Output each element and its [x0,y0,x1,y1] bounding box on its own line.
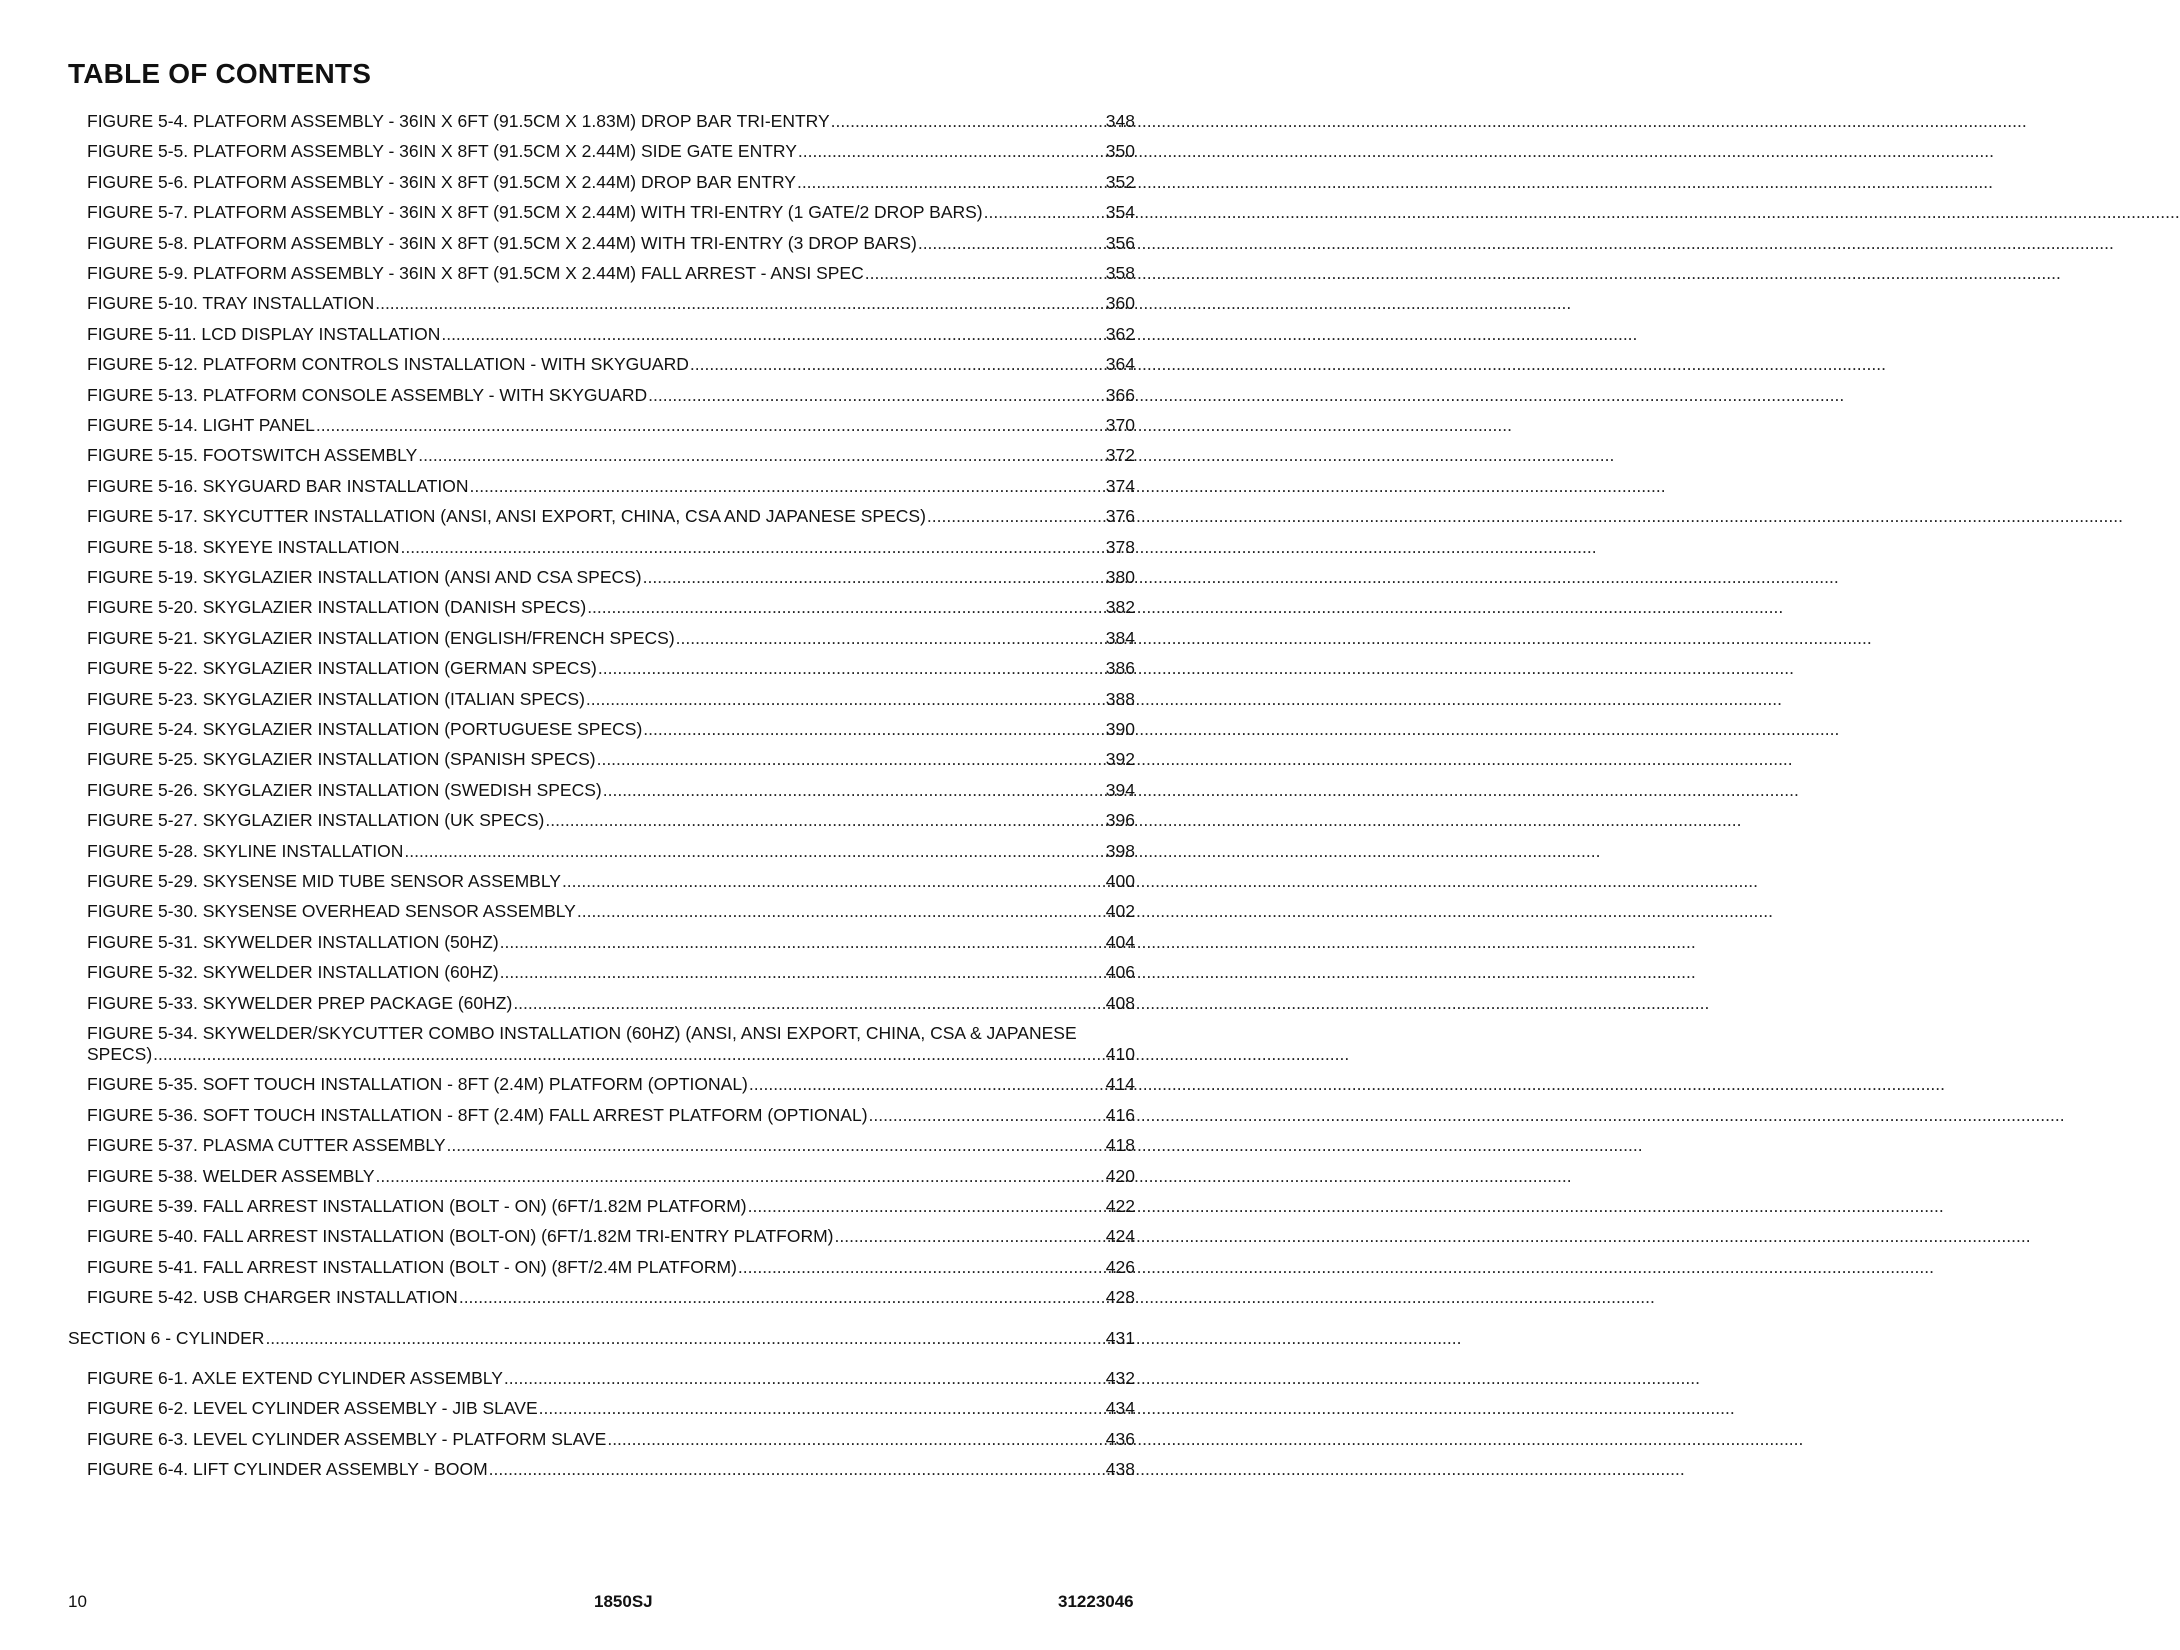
toc-entry-page: 414 [1105,1074,1135,1095]
toc-entry-page: 398 [1105,840,1135,861]
toc-entry-title: FIGURE 6-3. LEVEL CYLINDER ASSEMBLY - PLATFORM SLAVE [87,1428,607,1449]
toc-entry[interactable] [87,658,1135,679]
toc-entry-page: 404 [1105,931,1135,952]
dot-leader [869,1105,1105,1126]
toc-entry-page: 428 [1105,1287,1135,1308]
toc-entry[interactable] [87,993,1135,1014]
toc-entry[interactable] [87,1368,1135,1389]
toc-entry[interactable] [87,1074,1135,1095]
toc-entry-page: 436 [1105,1428,1135,1449]
toc-entry[interactable] [87,1226,1135,1247]
toc-entry-title: FIGURE 5-4. PLATFORM ASSEMBLY - 36IN X 6FT (91.5CM X 1.83M) DROP BAR TRI-ENTRY [87,111,830,131]
toc-entry[interactable] [87,537,1135,558]
toc-entry-page: 354 [1105,202,1135,223]
toc-entry[interactable] [87,354,1135,375]
dot-leader [375,293,1105,314]
toc-entry[interactable] [87,597,1135,618]
dot-leader [748,1196,1105,1217]
toc-entry-title: FIGURE 5-10. TRAY INSTALLATION [87,293,375,314]
toc-entry-title: FIGURE 6-4. LIFT CYLINDER ASSEMBLY - BOOM [87,1459,488,1480]
toc-entry-title: FIGURE 5-40. FALL ARREST INSTALLATION (BOLT-ON) (6FT/1.82M TRI-ENTRY PLATFORM) [87,1226,834,1247]
toc-entry-page: 358 [1105,263,1135,283]
toc-entry-page: 388 [1105,688,1135,709]
dot-leader [447,1135,1105,1156]
dot-leader [265,1328,1104,1349]
toc-entry[interactable] [87,415,1135,436]
dot-leader [545,810,1104,831]
toc-entry[interactable] [87,871,1135,892]
dot-leader [153,1044,1105,1065]
dot-leader [738,1257,1105,1278]
toc-entry-title: FIGURE 5-9. PLATFORM ASSEMBLY - 36IN X 8FT (91.5CM X 2.44M) FALL ARREST - ANSI SPEC [87,263,864,283]
dot-leader [835,1226,1105,1247]
toc-entry-page: 422 [1105,1196,1135,1216]
dot-leader [562,871,1105,892]
toc-entry-title: SECTION 6 - CYLINDER [68,1327,265,1348]
toc-entry[interactable] [87,689,1135,710]
toc-entry[interactable] [87,1459,1135,1480]
toc-entry-title: FIGURE 5-39. FALL ARREST INSTALLATION (BOLT - ON) (6FT/1.82M PLATFORM) [87,1196,747,1216]
toc-entry-title: FIGURE 5-36. SOFT TOUCH INSTALLATION - 8FT (2.4M) FALL ARREST PLATFORM (OPTIONAL) [87,1104,868,1125]
toc-entry-title: FIGURE 5-24. SKYGLAZIER INSTALLATION (PORTUGUESE SPECS) [87,719,643,739]
toc-entry-title: FIGURE 5-13. PLATFORM CONSOLE ASSEMBLY - WITH SKYGUARD [87,384,648,405]
toc-entry[interactable] [87,749,1135,770]
toc-entry[interactable] [87,780,1135,801]
dot-leader [690,354,1105,375]
toc-entry-title: FIGURE 5-28. SKYLINE INSTALLATION [87,840,404,861]
toc-entry-title: FIGURE 5-18. SKYEYE INSTALLATION [87,536,400,557]
dot-leader [504,1368,1105,1389]
toc-entry[interactable] [87,324,1135,345]
toc-entry-page: 364 [1105,354,1135,375]
toc-entry[interactable] [87,172,1135,193]
toc-entry-page: 424 [1105,1226,1135,1247]
toc-entry[interactable] [87,962,1135,983]
toc-entry-title: FIGURE 5-5. PLATFORM ASSEMBLY - 36IN X 8FT (91.5CM X 2.44M) SIDE GATE ENTRY [87,141,797,162]
toc-entry-title: FIGURE 5-31. SKYWELDER INSTALLATION (50HZ) [87,931,499,952]
toc-entry-page: 402 [1105,901,1135,922]
toc-entry[interactable] [87,385,1135,406]
toc-entry-page: 408 [1105,992,1135,1013]
toc-entry[interactable] [87,901,1135,922]
toc-entry[interactable] [87,841,1135,862]
dot-leader [587,597,1105,618]
dot-leader [927,506,1105,527]
toc-entry-page: 426 [1105,1256,1135,1277]
toc-entry[interactable] [87,1105,1135,1126]
footer-page-number: 10 [68,1592,87,1611]
toc-entry[interactable] [87,293,1135,314]
toc-entry[interactable] [87,1196,1135,1217]
toc-entry[interactable] [87,1398,1135,1419]
toc-entry-page: 396 [1105,810,1135,831]
toc-entry-title: FIGURE 5-22. SKYGLAZIER INSTALLATION (GERMAN SPECS) [87,658,597,679]
toc-entry[interactable] [87,476,1135,497]
dot-leader [586,689,1105,710]
toc-entry[interactable] [87,111,1135,132]
toc-entry-title: FIGURE 5-41. FALL ARREST INSTALLATION (BOLT - ON) (8FT/2.4M PLATFORM) [87,1256,737,1277]
toc-entry[interactable] [87,506,1135,527]
toc-entry-title: FIGURE 5-6. PLATFORM ASSEMBLY - 36IN X 8FT (91.5CM X 2.44M) DROP BAR ENTRY [87,171,796,192]
toc-entry-page: 392 [1105,749,1135,770]
toc-entry[interactable] [87,567,1135,588]
dot-leader [500,932,1105,953]
toc-entry-title: FIGURE 5-15. FOOTSWITCH ASSEMBLY [87,445,418,466]
toc-entry-title: FIGURE 5-38. WELDER ASSEMBLY [87,1165,375,1186]
toc-entry[interactable] [87,233,1135,254]
toc-entry-title: FIGURE 5-8. PLATFORM ASSEMBLY - 36IN X 8FT (91.5CM X 2.44M) WITH TRI-ENTRY (3 DROP BARS) [87,232,917,253]
toc-entry-page: 370 [1105,415,1135,435]
toc-entry-page: 350 [1105,141,1135,162]
toc-entry[interactable] [87,1166,1135,1187]
toc-entry[interactable] [87,1287,1135,1308]
toc-entry-page: 386 [1105,658,1135,679]
toc-entry[interactable] [87,1429,1135,1450]
toc-entry-title: FIGURE 5-11. LCD DISPLAY INSTALLATION [87,323,441,344]
toc-entry-title: FIGURE 5-20. SKYGLAZIER INSTALLATION (DANISH SPECS) [87,597,587,618]
toc-entry[interactable] [87,719,1135,740]
dot-leader [401,537,1105,558]
toc-entry-title: FIGURE 6-2. LEVEL CYLINDER ASSEMBLY - JIB SLAVE [87,1398,538,1419]
toc-entry-page: 382 [1105,597,1135,618]
toc-entry-title: FIGURE 5-37. PLASMA CUTTER ASSEMBLY [87,1135,446,1156]
footer-model: 1850SJ [594,1592,653,1611]
dot-leader [316,415,1105,436]
dot-leader [470,476,1105,497]
toc-entry-title: FIGURE 5-27. SKYGLAZIER INSTALLATION (UK SPECS) [87,810,545,831]
dot-leader [597,749,1105,770]
toc-entry-title: FIGURE 5-30. SKYSENSE OVERHEAD SENSOR ASSEMBLY [87,901,576,922]
toc-entry-title: FIGURE 6-1. AXLE EXTEND CYLINDER ASSEMBLY [87,1368,503,1388]
dot-leader [539,1398,1105,1419]
dot-leader [598,658,1105,679]
dot-leader [441,324,1104,345]
dot-leader [513,993,1104,1014]
toc-entry-page: 390 [1105,719,1135,739]
toc-entry-title: FIGURE 5-19. SKYGLAZIER INSTALLATION (ANSI AND CSA SPECS) [87,567,642,587]
toc-entry-page: 348 [1105,111,1135,131]
toc-entry-title: FIGURE 5-16. SKYGUARD BAR INSTALLATION [87,475,469,496]
toc-entry-page: 416 [1105,1104,1135,1125]
dot-leader [643,719,1105,740]
toc-entry-title: FIGURE 5-21. SKYGLAZIER INSTALLATION (ENGLISH/FRENCH SPECS) [87,627,675,648]
toc-entry-page: 360 [1105,293,1135,314]
toc-entry-page: 400 [1105,871,1135,891]
toc-entry-page: 372 [1105,445,1135,466]
toc-entry-title: FIGURE 5-33. SKYWELDER PREP PACKAGE (60HZ) [87,992,513,1013]
dot-leader [648,385,1105,406]
dot-leader [404,841,1104,862]
toc-entry-title: FIGURE 5-35. SOFT TOUCH INSTALLATION - 8FT (2.4M) PLATFORM (OPTIONAL) [87,1074,748,1095]
dot-leader [489,1459,1105,1480]
dot-leader [984,202,1105,223]
toc-entry-page: 376 [1105,506,1135,527]
toc-entry-title: FIGURE 5-34. SKYWELDER/SKYCUTTER COMBO INSTALLATION (60HZ) (ANSI, ANSI EXPORT, CHINA, CSA & JAPANESE [87,1023,1077,1043]
toc-entry-page: 384 [1105,627,1135,648]
toc-entry-page: 380 [1105,567,1135,587]
dot-leader [676,628,1105,649]
toc-entry-page: 394 [1105,779,1135,800]
toc-entry[interactable] [87,1257,1135,1278]
toc-entry[interactable] [87,932,1135,953]
dot-leader [607,1429,1104,1450]
toc-entry-page: 420 [1105,1165,1135,1186]
toc-entry-page: 434 [1105,1398,1135,1419]
toc-section-entry[interactable] [68,1328,1135,1349]
toc-entry-title-cont: SPECS) [87,1044,153,1064]
toc-entry-title: FIGURE 5-12. PLATFORM CONTROLS INSTALLATION - WITH SKYGUARD [87,354,689,375]
dot-leader [643,567,1105,588]
dot-leader [797,172,1105,193]
toc-entry-title: FIGURE 5-17. SKYCUTTER INSTALLATION (ANSI, ANSI EXPORT, CHINA, CSA AND JAPANESE SPECS) [87,506,926,527]
toc-entry-title: FIGURE 5-14. LIGHT PANEL [87,415,315,435]
dot-leader [459,1287,1105,1308]
toc-entry-page: 410 [1105,1044,1135,1064]
dot-leader [865,263,1105,284]
toc-entry-page: 432 [1105,1368,1135,1388]
dot-leader [376,1166,1105,1187]
dot-leader [577,901,1105,922]
dot-leader [500,962,1105,983]
toc-entry[interactable] [87,445,1135,466]
toc-entry-title: FIGURE 5-26. SKYGLAZIER INSTALLATION (SWEDISH SPECS) [87,779,602,800]
toc-entry[interactable] [87,141,1135,162]
dot-leader [798,141,1105,162]
toc-entry-title: FIGURE 5-42. USB CHARGER INSTALLATION [87,1287,458,1308]
toc-entry-title: FIGURE 5-32. SKYWELDER INSTALLATION (60HZ) [87,962,499,983]
toc-entry[interactable] [87,1023,1135,1065]
dot-leader [418,445,1105,466]
dot-leader [749,1074,1105,1095]
toc-entry[interactable] [87,810,1135,831]
footer-doc-number: 31223046 [1058,1592,1134,1611]
toc-entry-page: 366 [1105,384,1135,405]
toc-entry-page: 352 [1105,171,1135,192]
toc-entry[interactable] [87,202,1135,223]
toc-entry-page: 378 [1105,536,1135,557]
toc-entry-page: 438 [1105,1459,1135,1480]
page-title: TABLE OF CONTENTS [68,58,372,89]
toc-entry-title: FIGURE 5-7. PLATFORM ASSEMBLY - 36IN X 8FT (91.5CM X 2.44M) WITH TRI-ENTRY (1 GATE/2 DROP BARS) [87,202,983,223]
toc-entry-page: 418 [1105,1135,1135,1156]
toc-entry-title: FIGURE 5-25. SKYGLAZIER INSTALLATION (SPANISH SPECS) [87,749,596,770]
dot-leader [918,233,1105,254]
toc-entry-title: FIGURE 5-23. SKYGLAZIER INSTALLATION (ITALIAN SPECS) [87,688,585,709]
dot-leader [603,780,1105,801]
toc-entry[interactable] [87,263,1135,284]
toc-entry-page: 431 [1105,1327,1135,1348]
dot-leader [831,111,1105,132]
toc-entry-title: FIGURE 5-29. SKYSENSE MID TUBE SENSOR ASSEMBLY [87,871,561,891]
toc-entry-page: 356 [1105,232,1135,253]
toc-entry[interactable] [87,1135,1135,1156]
toc-entry-page: 362 [1105,323,1135,344]
toc-entry-page: 374 [1105,475,1135,496]
toc-entry-page: 406 [1105,962,1135,983]
toc-entry[interactable] [87,628,1135,649]
